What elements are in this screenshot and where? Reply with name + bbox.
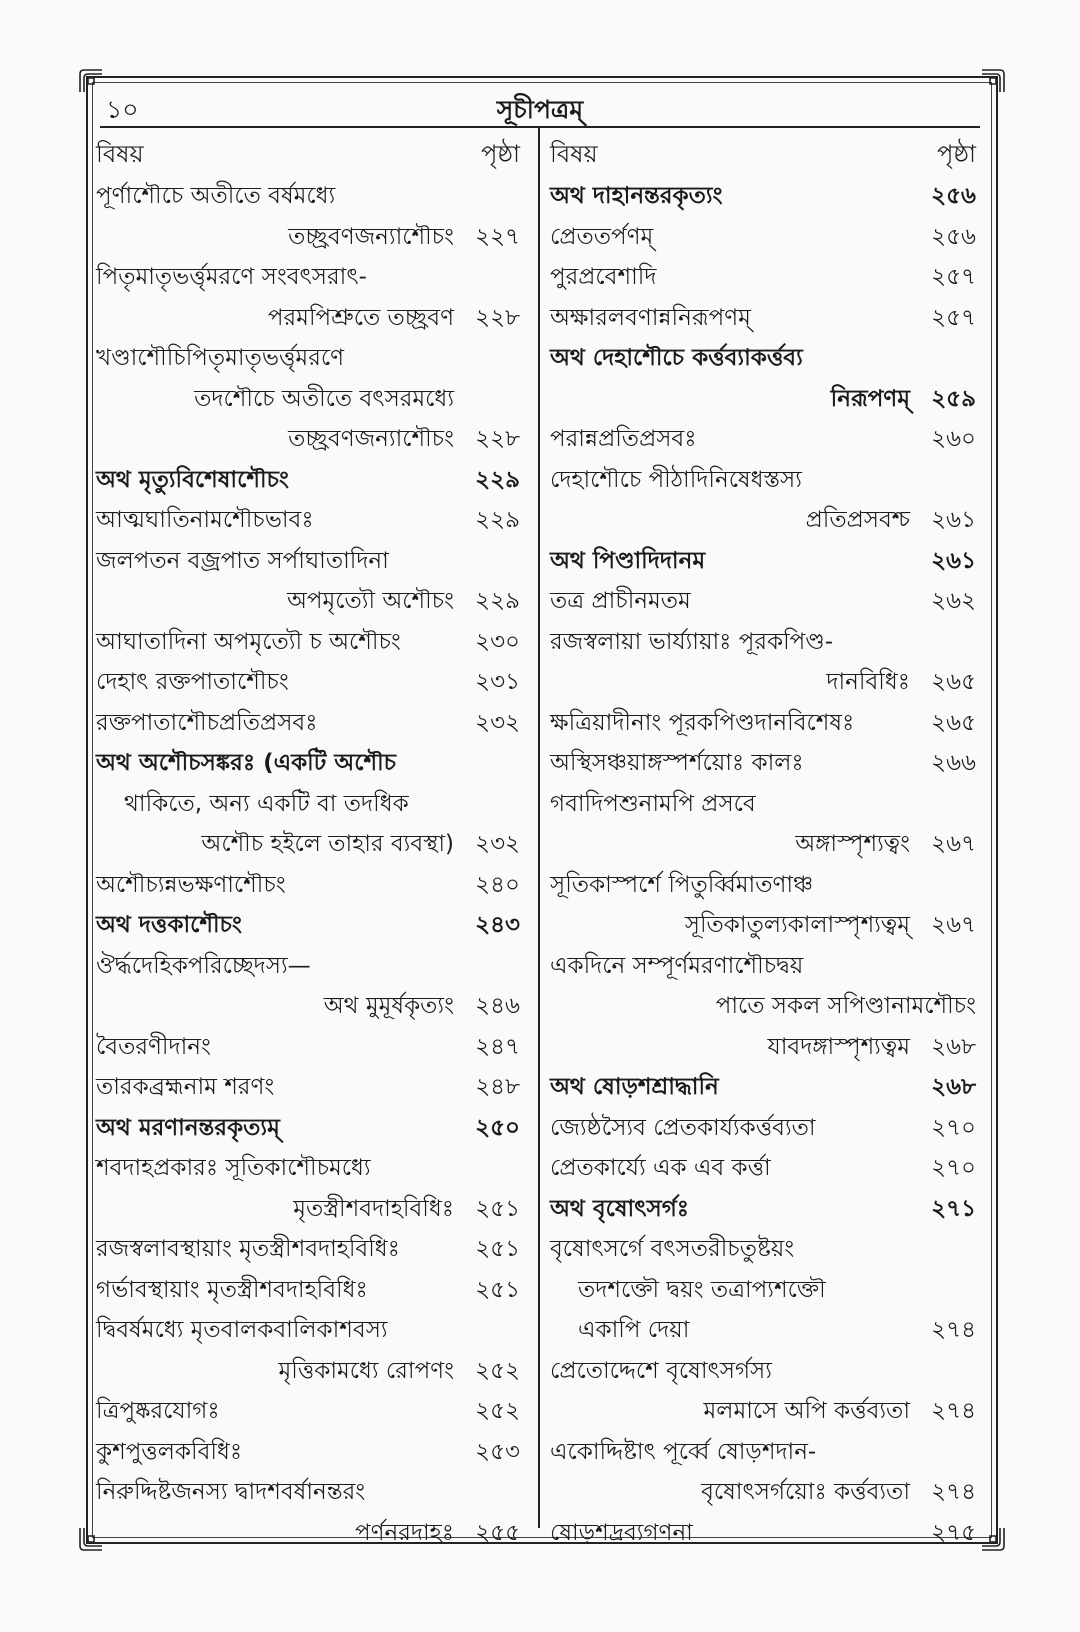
index-entry xyxy=(550,581,982,622)
entry-title: অথ দত্তকাশৌচং xyxy=(96,912,242,938)
index-entry xyxy=(96,419,526,460)
index-entry xyxy=(550,662,982,703)
entry-title: পরমপিশ্রুতে তচ্ছ্রবণ xyxy=(267,304,454,331)
entry-title: খণ্ডাশৌচিপিতৃমাতৃভর্ত্তৃমরণে xyxy=(96,345,345,371)
entry-page-number: ২২৮ xyxy=(475,304,520,331)
entry-page-number: ২৭০ xyxy=(931,1114,976,1141)
entry-title: ঔর্দ্ধদেহিকপরিচ্ছেদস্য— xyxy=(96,952,311,979)
index-entry xyxy=(550,743,982,784)
index-entry xyxy=(550,1432,982,1473)
entry-title: অথ বৃষোৎসর্গঃ xyxy=(550,1195,690,1222)
entry-title: গর্ভাবস্থায়াং মৃতস্ত্রীশবদাহবিধিঃ xyxy=(96,1276,368,1303)
right-index-column xyxy=(550,132,982,1553)
index-entry xyxy=(96,1310,526,1351)
entry-page-number: ২৭৫ xyxy=(931,1519,976,1546)
entry-title: দেহাশৌচে পীঠাদিনিষেধস্তস্য xyxy=(550,466,802,493)
index-entry xyxy=(96,1391,526,1432)
index-entry xyxy=(550,1027,982,1068)
entry-title: প্রেতোদ্দেশে বৃষোৎসর্গস্য xyxy=(550,1357,772,1384)
entry-page-number: ২৬২ xyxy=(931,588,976,614)
entry-title: দানবিধিঃ xyxy=(826,669,910,695)
entry-page-number: ২২৯ xyxy=(475,466,520,493)
index-entry xyxy=(96,541,526,582)
index-entry xyxy=(96,1229,526,1270)
index-entry xyxy=(96,1351,526,1392)
index-entry xyxy=(96,865,526,906)
index-entry xyxy=(96,581,526,622)
entry-page-number: ২৫৬ xyxy=(931,183,976,209)
entry-title: অস্থিসঞ্চয়াঙ্গস্পর্শয়োঃ কালঃ xyxy=(550,750,804,776)
entry-title: প্রতিপ্রসবশ্চ xyxy=(805,507,910,533)
index-entry xyxy=(96,662,526,703)
index-entry xyxy=(96,1472,526,1513)
index-entry xyxy=(550,1472,982,1513)
index-entry xyxy=(550,1351,982,1392)
entry-page-number: ২৬৮ xyxy=(931,1033,976,1060)
entry-title: মৃতস্ত্রীশবদাহবিধিঃ xyxy=(293,1195,454,1222)
entry-title: অক্ষারলবণান্ননিরূপণম্ xyxy=(550,304,751,331)
entry-title: সূতিকাস্পর্শে পিতুর্ব্বিমাতণাঞ্চ xyxy=(550,871,814,898)
entry-title: পিতৃমাতৃভর্ত্তৃমরণে সংবৎসরাৎ- xyxy=(96,264,367,290)
page-number: ১০ xyxy=(106,95,139,124)
index-entry xyxy=(550,622,982,663)
entry-title: আত্মঘাতিনামশৌচভাবঃ xyxy=(96,507,314,533)
entry-title: নিরুদ্দিষ্টজনস্য দ্বাদশবর্ষানন্তরং xyxy=(96,1479,366,1505)
entry-page-number: ২৫২ xyxy=(475,1398,520,1424)
entry-title: থাকিতে, অন্য একটি বা তদধিক xyxy=(124,790,409,817)
entry-title: একাপি দেয়া xyxy=(578,1317,690,1343)
index-entry xyxy=(96,743,526,784)
entry-title: কুশপুত্তলকবিধিঃ xyxy=(96,1438,243,1465)
entry-page-number: ২৩২ xyxy=(475,709,520,736)
entry-title: বৃষোৎসর্গে বৎসতরীচতুষ্টয়ং xyxy=(550,1236,795,1262)
entry-page-number: ২৬৫ xyxy=(931,669,976,695)
corner-ornament xyxy=(980,1526,1006,1552)
entry-page-number: ২৫৯ xyxy=(931,385,976,412)
column-header xyxy=(96,132,526,176)
entry-title: ষোড়শদ্রব্যগণনা xyxy=(550,1519,693,1546)
entry-title: একদিনে সম্পূর্ণমরণাশৌচদ্বয় xyxy=(550,952,804,979)
entry-page-number: ২৪৬ xyxy=(475,993,520,1019)
index-entry xyxy=(550,1189,982,1230)
index-entry xyxy=(96,1027,526,1068)
entry-title: অথ ষোড়শশ্রাদ্ধানি xyxy=(550,1074,719,1100)
left-index-column xyxy=(96,132,526,1553)
entry-title: অথ অশৌচসঙ্করঃ (একটি অশৌচ xyxy=(96,750,397,776)
index-entry xyxy=(96,824,526,865)
entry-title: যাবদঙ্গাস্পৃশ্যত্বম xyxy=(767,1033,910,1060)
entry-page-number: ২৩০ xyxy=(475,628,520,655)
entry-page-number: ২৪৮ xyxy=(475,1074,520,1100)
entry-title: সূতিকাতুল্যকালাস্পৃশ্যত্বম্ xyxy=(684,912,910,938)
page-heading: পৃষ্ঠা xyxy=(937,140,976,168)
index-entry xyxy=(550,1391,982,1432)
entry-title: ত্রিপুষ্করযোগঃ xyxy=(96,1398,220,1424)
index-entry xyxy=(96,500,526,541)
entry-title: অথ দেহাশৌচে কর্ত্তব্যাকর্ত্তব্য xyxy=(550,345,803,371)
entry-title: তত্র প্রাচীনমতম xyxy=(550,588,691,614)
entry-page-number: ২৫২ xyxy=(475,1357,520,1384)
entry-page-number: ২২৮ xyxy=(475,426,520,452)
index-entry xyxy=(550,338,982,379)
entry-title: তদশক্তৌ দ্বয়ং তত্রাপ্যশক্তৌ xyxy=(578,1276,826,1303)
entry-page-number: ২৬৫ xyxy=(931,709,976,736)
entry-title: আঘাতাদিনা অপমৃত্যৌ চ অশৌচং xyxy=(96,628,401,655)
index-entry xyxy=(550,541,982,582)
entry-title: অথ দাহানন্তরকৃত্যং xyxy=(550,183,723,209)
index-entry xyxy=(550,257,982,298)
index-entry xyxy=(96,784,526,825)
index-entry xyxy=(96,905,526,946)
index-entry xyxy=(96,257,526,298)
entry-page-number: ২৭৪ xyxy=(931,1398,976,1424)
index-entry xyxy=(96,1513,526,1554)
entry-page-number: ২৬৮ xyxy=(931,1074,976,1100)
entry-page-number: ২৪৭ xyxy=(475,1033,520,1060)
page-header xyxy=(100,88,980,128)
entry-page-number: ২৫১ xyxy=(475,1236,520,1262)
entry-page-number: ২৫৬ xyxy=(931,223,976,250)
index-entry xyxy=(550,1310,982,1351)
entry-title: বৃষোৎসর্গয়োঃ কর্ত্তব্যতা xyxy=(701,1479,910,1505)
entry-title: অপমৃত্যৌ অশৌচং xyxy=(286,588,454,614)
entry-title: শবদাহপ্রকারঃ সূতিকাশৌচমধ্যে xyxy=(96,1155,371,1181)
entry-page-number: ২৫১ xyxy=(475,1276,520,1303)
index-entry xyxy=(96,338,526,379)
entry-title: মৃত্তিকামধ্যে রোপণং xyxy=(278,1357,454,1384)
entry-title: প্রেততর্পণম্ xyxy=(550,223,654,250)
entry-page-number: ২৫৭ xyxy=(931,304,976,331)
entry-page-number: ২৬১ xyxy=(931,507,976,533)
entry-page-number: ২৪০ xyxy=(475,871,520,898)
entry-title: বৈতরণীদানং xyxy=(96,1033,211,1060)
index-entry xyxy=(550,1513,982,1554)
entry-page-number: ২৩১ xyxy=(475,669,520,695)
index-entry xyxy=(550,986,982,1027)
index-entry xyxy=(96,379,526,420)
entry-page-number: ২২৯ xyxy=(475,588,520,614)
entry-title: তচ্ছ্রবণজন্যাশৌচং xyxy=(288,426,454,452)
index-entry xyxy=(96,217,526,258)
entry-page-number: ২৫০ xyxy=(475,1114,520,1141)
entry-title: অথ মৃত্যুবিশেষাশৌচং xyxy=(96,466,289,493)
index-entry xyxy=(550,1148,982,1189)
entry-title: জ্যেষ্ঠস্যৈব প্রেতকার্য্যকর্ত্তব্যতা xyxy=(550,1114,816,1141)
entry-title: মলমাসে অপি কর্ত্তব্যতা xyxy=(703,1398,910,1424)
entry-title: রক্তপাতাশৌচপ্রতিপ্রসবঃ xyxy=(96,709,318,736)
entry-page-number: ২৭১ xyxy=(931,1195,976,1222)
entry-title: পূর্ণাশৌচে অতীতে বর্ষমধ্যে xyxy=(96,183,336,209)
column-divider xyxy=(538,128,540,1528)
index-entry xyxy=(550,905,982,946)
index-entry xyxy=(550,865,982,906)
entry-title: পরান্নপ্রতিপ্রসবঃ xyxy=(550,426,697,452)
entry-page-number: ২৬৬ xyxy=(931,750,976,776)
entry-title: তদশৌচে অতীতে বৎসরমধ্যে xyxy=(194,385,454,412)
entry-title: অঙ্গাস্পৃশ্যত্বং xyxy=(795,831,910,857)
entry-title: পুরপ্রবেশাদি xyxy=(550,264,657,290)
index-entry xyxy=(550,419,982,460)
entry-page-number: ২২৭ xyxy=(475,223,520,250)
index-entry xyxy=(96,703,526,744)
entry-title: একোদ্দিষ্টাৎ পূর্ব্বে ষোড়শদান- xyxy=(550,1438,817,1465)
index-entry xyxy=(96,298,526,339)
entry-title: ক্ষত্রিয়াদীনাং পূরকপিণ্ডদানবিশেষঃ xyxy=(550,709,855,736)
entry-title: জলপতন বজ্রপাত সর্পাঘাতাদিনা xyxy=(96,547,389,574)
entry-title: পর্ণনরদাহঃ xyxy=(355,1519,454,1546)
entry-title: প্রেতকার্য্যে এক এব কর্ত্তা xyxy=(550,1155,771,1181)
index-entry xyxy=(96,460,526,501)
entry-title: অশৌচ হইলে তাহার ব্যবস্থা) xyxy=(201,831,454,857)
index-entry xyxy=(550,703,982,744)
page-heading: পৃষ্ঠা xyxy=(481,140,520,168)
index-entry xyxy=(96,1148,526,1189)
page-title: সূচীপত্রম্ xyxy=(496,95,584,124)
index-entry xyxy=(550,1229,982,1270)
index-entry xyxy=(550,176,982,217)
entry-page-number: ২৬১ xyxy=(931,547,976,574)
index-entry xyxy=(96,1108,526,1149)
index-entry xyxy=(550,824,982,865)
column-header xyxy=(550,132,982,176)
entry-title: অথ মুমূর্ষকৃত্যং xyxy=(323,993,454,1019)
index-entry xyxy=(96,1432,526,1473)
index-entry xyxy=(550,217,982,258)
subject-heading: বিষয় xyxy=(96,140,144,168)
index-entry xyxy=(550,460,982,501)
corner-ornament xyxy=(980,68,1006,94)
index-entry xyxy=(550,1270,982,1311)
entry-page-number: ২৫৫ xyxy=(475,1519,520,1546)
entry-title: দেহাৎ রক্তপাতাশৌচং xyxy=(96,669,289,695)
index-entry xyxy=(550,946,982,987)
entry-page-number: ২৬৭ xyxy=(931,912,976,938)
entry-title: তচ্ছ্রবণজন্যাশৌচং xyxy=(288,223,454,250)
index-entry xyxy=(96,176,526,217)
index-entry xyxy=(96,1270,526,1311)
entry-page-number: ২৭০ xyxy=(931,1155,976,1181)
entry-title: অথ পিণ্ডাদিদানম xyxy=(550,547,706,574)
entry-title: রজস্বলায়া ভার্য্যায়াঃ পূরকপিণ্ড- xyxy=(550,628,834,655)
entry-title: দ্বিবর্ষমধ্যে মৃতবালকবালিকাশবস্য xyxy=(96,1317,388,1343)
index-entry xyxy=(550,784,982,825)
index-entry xyxy=(550,1067,982,1108)
entry-page-number: ২২৯ xyxy=(475,507,520,533)
entry-page-number: ২৭৪ xyxy=(931,1317,976,1343)
entry-page-number: ২৫৭ xyxy=(931,264,976,290)
entry-page-number: ২৬০ xyxy=(931,426,976,452)
entry-page-number: ২৭৪ xyxy=(931,1479,976,1505)
entry-title: অশৌচ্যন্নভক্ষণাশৌচং xyxy=(96,871,286,898)
index-entry xyxy=(96,946,526,987)
entry-title: তারকব্রহ্মনাম শরণং xyxy=(96,1074,275,1100)
left-entries xyxy=(96,176,526,1553)
index-entry xyxy=(550,298,982,339)
entry-title: নিরূপণম্ xyxy=(830,385,910,412)
entry-page-number: ২৫১ xyxy=(475,1195,520,1222)
right-entries xyxy=(550,176,982,1553)
entry-page-number: ২৪৩ xyxy=(475,912,520,938)
entry-title: পাতে সকল সপিণ্ডানামশৌচং xyxy=(715,993,976,1019)
subject-heading: বিষয় xyxy=(550,140,598,168)
entry-page-number: ২৫৩ xyxy=(475,1438,520,1465)
entry-title: রজস্বলাবস্থায়াং মৃতস্ত্রীশবদাহবিধিঃ xyxy=(96,1236,400,1262)
index-entry xyxy=(96,622,526,663)
index-entry xyxy=(96,986,526,1027)
index-entry xyxy=(96,1189,526,1230)
index-entry xyxy=(550,1108,982,1149)
index-entry xyxy=(96,1067,526,1108)
index-entry xyxy=(550,379,982,420)
index-entry xyxy=(550,500,982,541)
entry-page-number: ২৬৭ xyxy=(931,831,976,857)
entry-title: অথ মরণানন্তরকৃত্যম্ xyxy=(96,1114,280,1141)
entry-page-number: ২৩২ xyxy=(475,831,520,857)
entry-title: গবাদিপশুনামপি প্রসবে xyxy=(550,790,756,817)
